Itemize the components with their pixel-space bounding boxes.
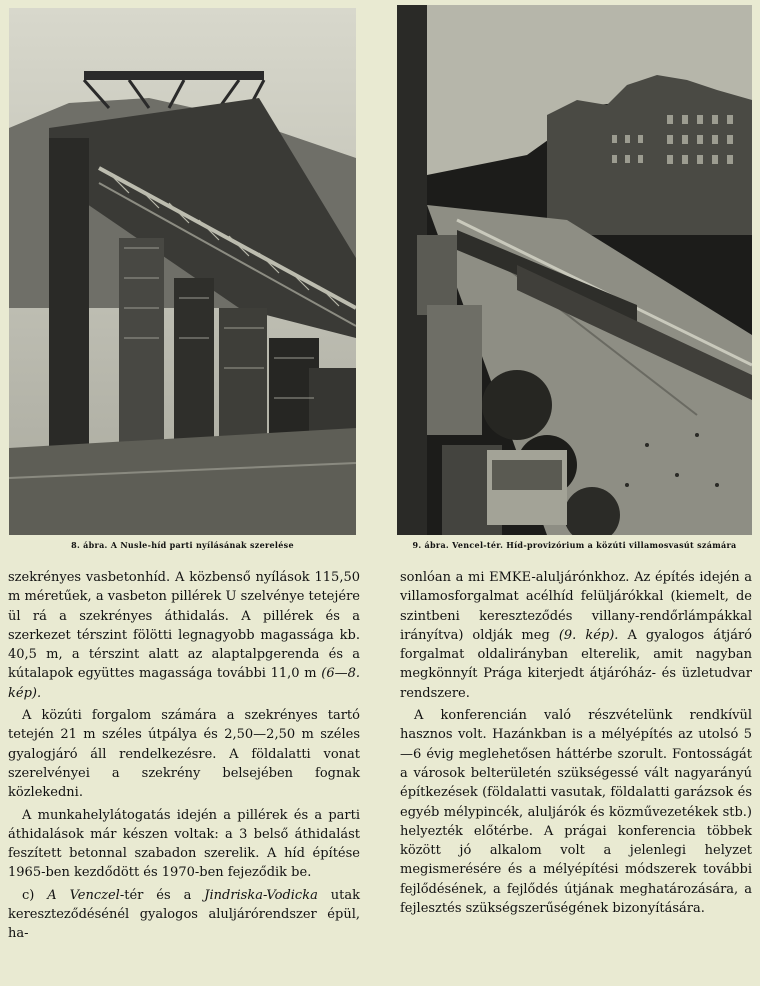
place-name: A Venczel — [47, 887, 120, 903]
figure-reference: (9. kép). — [558, 627, 619, 643]
paragraph-text: -tér és a — [119, 887, 192, 903]
paragraph: A konferencián való részvételünk rendkívül hasznos volt. Hazánkban is a mélyépítés az utolsó 5—6 évig meglehetősen háttérbe szorult. Fontosságát a városok belterületén szükségessé vált nagyarányú építkezések (földalatti vasutak, földalatti garázsok és egyéb mélypincék, aluljárók és közművezetékek stb.) helyezték előtérbe. A prágai konferencia többek között jó alkalom volt a jelenlegi helyzet megismerésére és a mélyépítési módszerek további fejlődésének, a fejlődés útjának meghatározására, a fejlesztés szükségszerűségének bizonyítására. — [400, 708, 752, 917]
place-name: Jindriska-Vodicka — [204, 887, 318, 903]
figure-reference: (6—8. kép). — [8, 666, 360, 701]
paragraph: A munkahelylátogatás idején a pillérek és a parti áthidalások már készen voltak: a 3 belső áthidalást feszített betonnal szabadon szerelik. A híd építése 1965-ben kezdődött és 1970-ben fejeződik be. — [8, 807, 360, 881]
list-marker: c) — [22, 887, 35, 903]
paragraph-text: utak kereszteződésénél gyalogos aluljárórendszer épül, ha- — [8, 887, 360, 942]
paragraph — [8, 568, 360, 703]
paragraph-text: A gyalogos átjáró forgalmat oldalirányban elterelik, amit nagyban megkönnyít Prága kiterjedt átjáróház- és üzletudvar rendszere. — [400, 627, 752, 701]
paragraph — [8, 886, 360, 944]
bridge-construction-photo — [9, 8, 356, 535]
right-text-column — [400, 568, 752, 918]
left-text-column — [8, 568, 360, 944]
paragraph-text: sonlóan a mi EMKE-aluljárónkhoz. Az építés idején a villamosforgalmat acélhíd felüljárókkal (kiemelt, de szintbeni kereszteződés villany-rendőrlámpákkal irányítva) oldják meg — [400, 570, 752, 643]
figure-8-caption: 8. ábra. A Nusle-híd parti nyílásának szerelése — [71, 540, 294, 550]
paragraph: A közúti forgalom számára a szekrényes tartó tetején 21 m széles útpálya és 2,50—2,50 m széles gyalogjáró áll rendelkezésre. A földalatti vonat szerelvényei a szekrény belsejében fognak közlekedni. — [8, 708, 360, 801]
vencel-square-photo — [397, 5, 752, 535]
paragraph — [400, 568, 752, 703]
figure-9-caption: 9. ábra. Vencel-tér. Híd-provizórium a közúti villamosvasút számára — [412, 540, 737, 550]
paragraph-text: szekrényes vasbetonhíd. A közbenső nyílások 115,50 m méretűek, a vasbeton pillérek U szelvénye tetejére ül rá a szekrényes áthidalás. A pillérek és a szerkezet térszint fölötti legnagyobb magassága kb. 40,5 m, a térszint alatt az alaptalpgerenda és a kútalapok együttes magassága további 11,0 m — [8, 570, 360, 682]
